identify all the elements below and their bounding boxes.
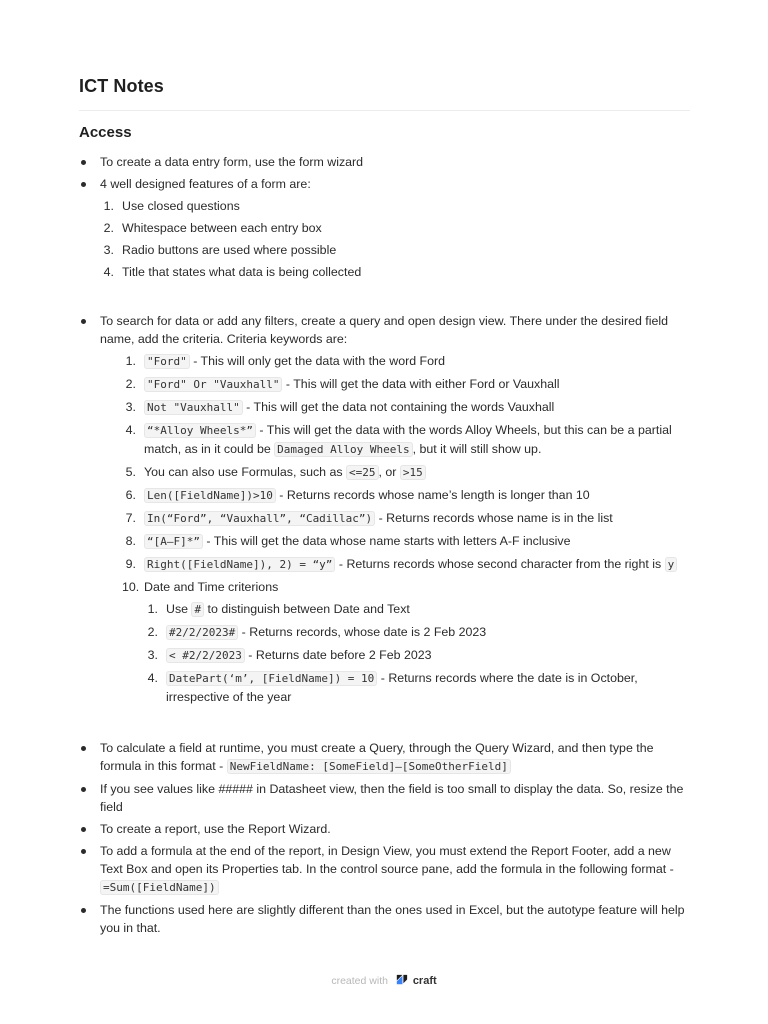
list-item: 2. "Ford" Or "Vauxhall" - This will get the data with either Ford or Vauxhall [125, 377, 560, 391]
footer-prefix: created with [331, 975, 388, 987]
bullet-group-forms [79, 153, 690, 281]
list-item: 5. You can also use Formulas, such as <=25 , or >15 [122, 463, 690, 482]
list-item: 2. Whitespace between each entry box [103, 221, 322, 235]
bullet-group-reports [79, 739, 690, 937]
list-item: To create a report, use the Report Wizard. [79, 820, 690, 838]
list-item: 8. “[A–F]*” - This will get the data whose name starts with letters A-F inclusive [125, 534, 571, 548]
list-item: 3. < #2/2/2023 - Returns date before 2 Feb 2023 [147, 648, 432, 662]
footer[interactable] [0, 972, 768, 987]
list-item: 10. Date and Time criterions 1. Use # to distinguish between Date and Text 2. #2/2/2023# - Returns records, whose date is 2 Feb 2023 3. < #2/2/2023 - Returns date before 2 Feb 2023 4. DatePart(‘m’, [FieldName]) = 10 - Returns records where the date is in October, irrespective of the year [122, 578, 690, 706]
list-item: To search for data or add any filters, create a query and open design view. There under the desired field name, add the criteria. Criteria keywords are: 1. "Ford" - This will only get the data with the word Ford 2. "Ford" Or "Vauxhall" - This will get the data with either Ford or Vauxhall 3. Not "Vauxhall" - This will get the data not containing the words Vauxhall 4. “*Alloy Wheels*” - This will get the data with the words Alloy Wheels, but this can be a partial match, as in it could be Damaged Alloy Wheels , but it will still show up. 5. You can also use Formulas, such as <=25 , or >15 6. Len([FieldName])>10 - Returns records whose name’s length is longer than 10 7. In(“Ford”, “Vauxhall”, “Cadillac”) - Returns records whose name is in the list 8. “[A–F]*” - This will get the data whose name starts with letters A-F inclusive 9. Right([FieldName]), 2) = “y” - Returns records whose second character from the right is y 10. Date and Time criterions 1. Use # to distinguish between Date and Text 2. #2/2/2023# - Returns records, whose date is 2 Feb 2023 3. < #2/2/2023 - Returns date before 2 Feb 2023 4. DatePart(‘m’, [FieldName]) = 10 - Returns records where the date is in October, irrespective of the year [79, 312, 690, 706]
criteria-list [122, 352, 690, 706]
list-item: To add a formula at the end of the report, in Design View, you must extend the Report Footer, add a new Text Box and open its Properties tab. In the control source pane, add the formula in the following format - =Sum([FieldName]) [79, 842, 690, 897]
features-list [100, 197, 690, 281]
list-item: If you see values like ##### in Datasheet view, then the field is too small to display the data. So, resize the field [79, 780, 690, 816]
list-item: 4. “*Alloy Wheels*” - This will get the data with the words Alloy Wheels, but this can be a partial match, as in it could be Damaged Alloy Wheels , but it will still show up. [125, 423, 672, 456]
section-heading: Access [79, 124, 132, 141]
list-item: To calculate a field at runtime, you must create a Query, through the Query Wizard, and then type the formula in this format - NewFieldName: [SomeField]–[SomeOtherField] [79, 739, 690, 776]
page-title: ICT Notes [79, 76, 164, 96]
list-item: 1. Use # to distinguish between Date and Text [147, 602, 410, 616]
list-item: To create a data entry form, use the form wizard [79, 153, 690, 171]
list-item: 1. Use closed questions [103, 199, 240, 213]
list-item: 6. Len([FieldName])>10 - Returns records whose name’s length is longer than 10 [125, 488, 590, 502]
title-divider [79, 110, 690, 111]
list-item: 3. Radio buttons are used where possible [103, 243, 337, 257]
list-item: 7. In(“Ford”, “Vauxhall”, “Cadillac”) - Returns records whose name is in the list [125, 511, 613, 525]
list-item: 9. Right([FieldName]), 2) = “y” - Returns records whose second character from the right is y [122, 555, 690, 574]
list-item: 4. Title that states what data is being collected [103, 265, 362, 279]
footer-brand: craft [412, 975, 437, 987]
list-item: 3. Not "Vauxhall" - This will get the data not containing the words Vauxhall [125, 400, 555, 414]
list-item: 1. "Ford" - This will only get the data with the word Ford [125, 354, 446, 368]
craft-logo-icon [394, 972, 409, 987]
list-item: The functions used here are slightly different than the ones used in Excel, but the autotype feature will help you in that. [79, 901, 690, 937]
bullet-group-queries [79, 312, 690, 706]
list-item: 4 well designed features of a form are: 1. Use closed questions 2. Whitespace between each entry box 3. Radio buttons are used where possible 4. Title that states what data is being collected [79, 175, 690, 281]
list-item: 2. #2/2/2023# - Returns records, whose date is 2 Feb 2023 [147, 625, 487, 639]
date-criteria-list [144, 600, 690, 706]
list-item: 4. DatePart(‘m’, [FieldName]) = 10 - Returns records where the date is in October, irrespective of the year [147, 671, 638, 704]
